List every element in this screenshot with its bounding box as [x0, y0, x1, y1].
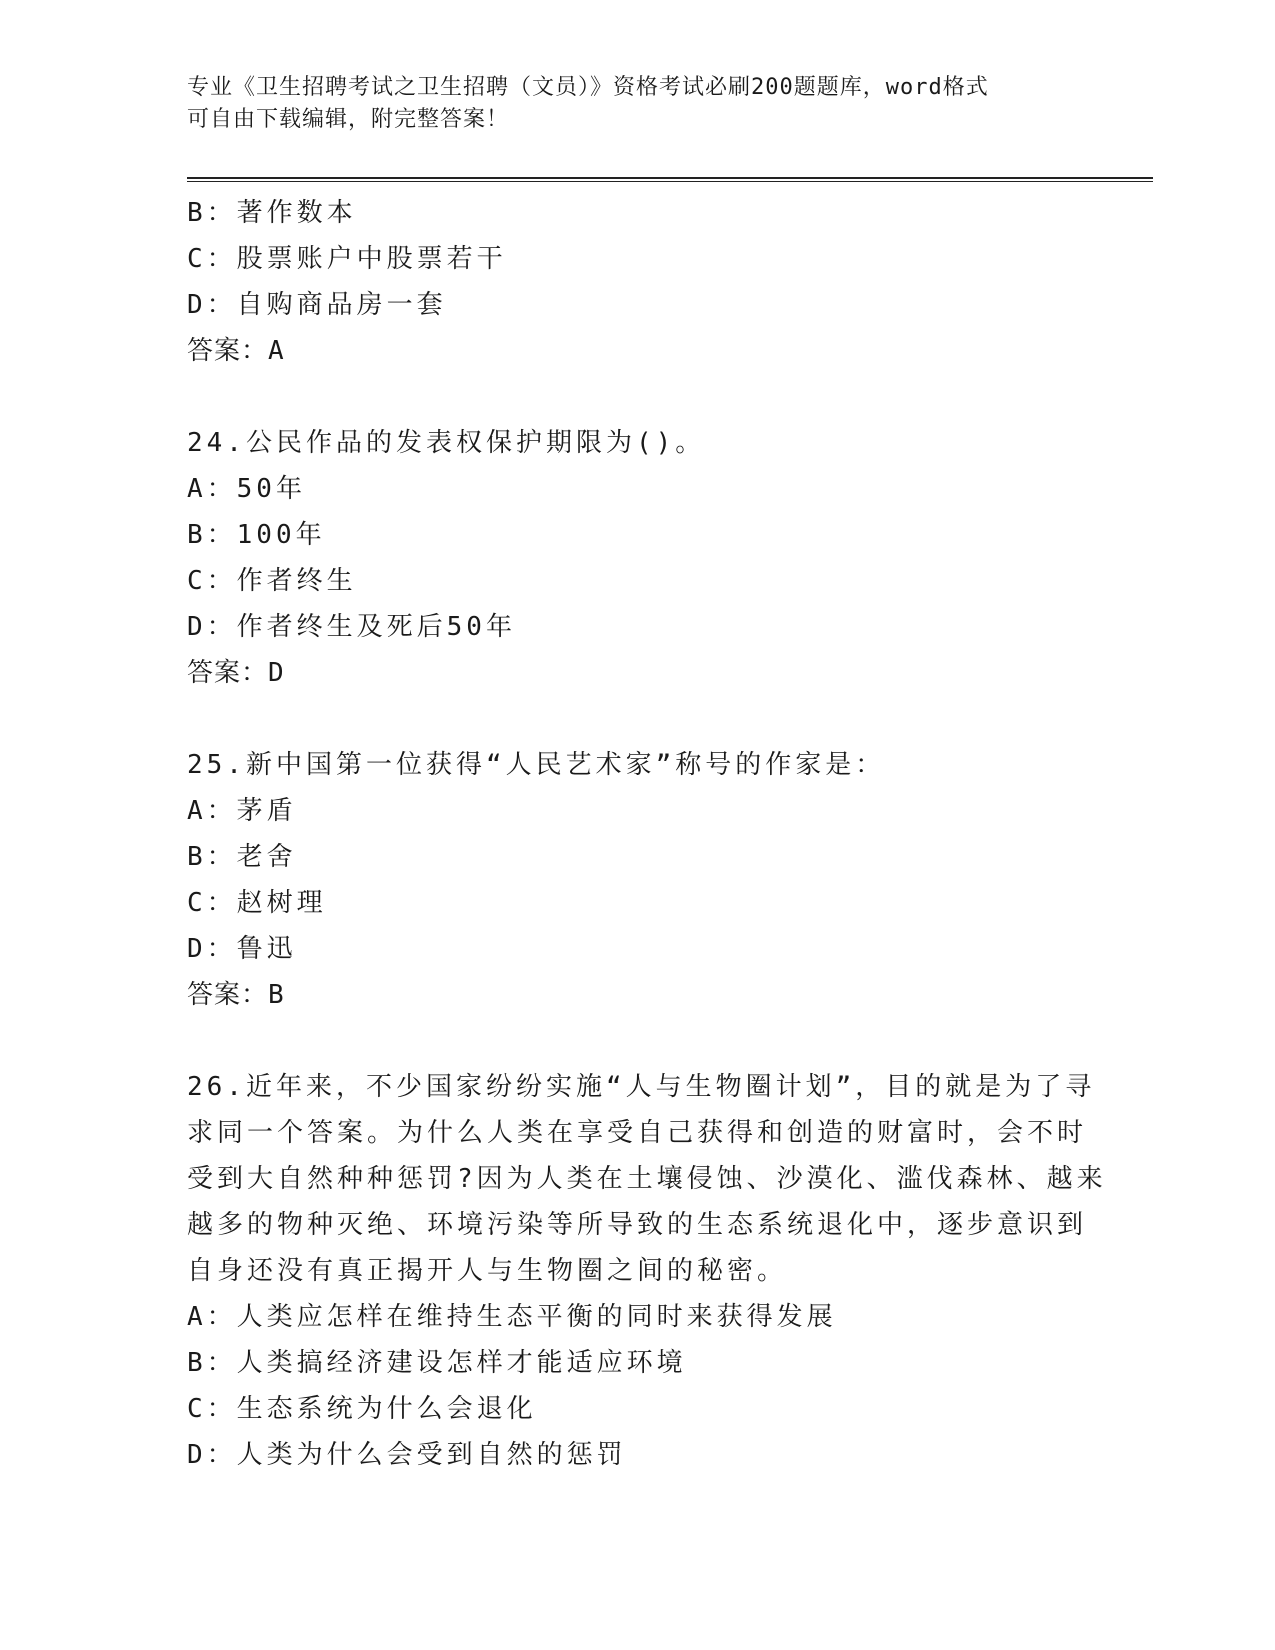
question-text-line-1: 26.近年来，不少国家纷纷实施“人与生物圈计划”，目的就是为了寻	[187, 1072, 1096, 1102]
answer-line: 答案：A	[187, 336, 285, 366]
option-a: A：50年	[187, 474, 306, 504]
option-d: D：鲁迅	[187, 934, 297, 964]
option-a: A：人类应怎样在维持生态平衡的同时来获得发展	[187, 1302, 837, 1332]
question-text-line-5: 自身还没有真正揭开人与生物圈之间的秘密。	[187, 1256, 788, 1286]
spacer	[187, 1018, 1087, 1064]
option-b: B：人类搞经济建设怎样才能适应环境	[187, 1348, 687, 1378]
question-text-line-3: 受到大自然种种惩罚?因为人类在土壤侵蚀、沙漠化、滥伐森林、越来	[187, 1164, 1107, 1194]
header-line-1: 专业《卫生招聘考试之卫生招聘（文员）》资格考试必刷200题题库，word格式	[187, 75, 989, 100]
question-text-line-4: 越多的物种灭绝、环境污染等所导致的生态系统退化中，逐步意识到	[187, 1210, 1088, 1240]
answer-line: 答案：B	[187, 980, 285, 1010]
question-23-tail	[187, 190, 1087, 374]
option-c: C：股票账户中股票若干	[187, 244, 507, 274]
question-text: 24.公民作品的发表权保护期限为()。	[187, 428, 706, 458]
option-d: D：人类为什么会受到自然的惩罚	[187, 1440, 627, 1470]
header-line-2: 可自由下载编辑，附完整答案！	[187, 107, 510, 132]
spacer	[187, 374, 1087, 420]
option-a: A：茅盾	[187, 796, 297, 826]
option-b: B：老舍	[187, 842, 297, 872]
option-d: D：作者终生及死后50年	[187, 612, 516, 642]
question-25	[187, 742, 1087, 1018]
option-d: D：自购商品房一套	[187, 290, 447, 320]
option-c: C：赵树理	[187, 888, 327, 918]
spacer	[187, 696, 1087, 742]
option-c: C：作者终生	[187, 566, 357, 596]
option-b: B：著作数本	[187, 198, 357, 228]
question-list	[187, 190, 1107, 1478]
question-text: 25.新中国第一位获得“人民艺术家”称号的作家是：	[187, 750, 886, 780]
document-header	[187, 72, 1067, 136]
option-c: C：生态系统为什么会退化	[187, 1394, 537, 1424]
question-26	[187, 1064, 1107, 1478]
question-24	[187, 420, 1087, 696]
question-text-line-2: 求同一个答案。为什么人类在享受自己获得和创造的财富时，会不时	[187, 1118, 1088, 1148]
option-b: B：100年	[187, 520, 326, 550]
answer-line: 答案：D	[187, 658, 285, 688]
header-divider	[187, 177, 1153, 182]
